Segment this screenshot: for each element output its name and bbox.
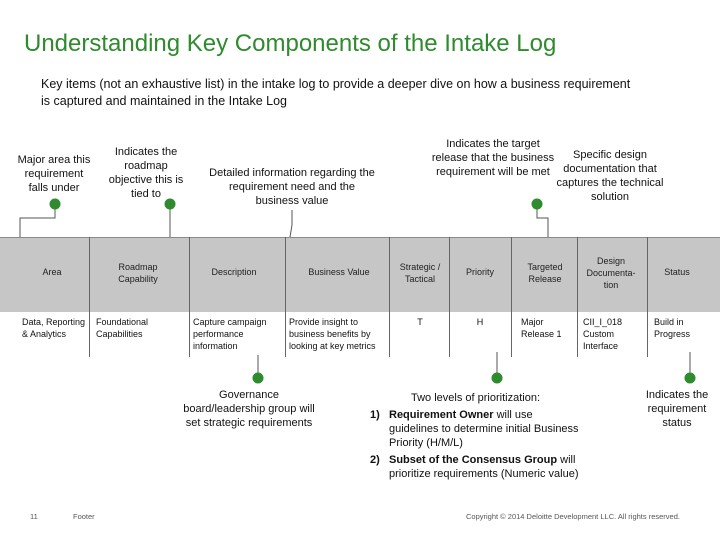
header-status: Status: [664, 267, 690, 277]
column-divider: [89, 237, 90, 357]
cell-strategic-tactical: T: [417, 317, 423, 327]
column-divider: [511, 237, 512, 357]
prioritization-item-2-bold: Subset of the Consensus Group: [389, 454, 558, 466]
copyright-notice: Copyright © 2014 Deloitte Development LLC. All rights reserved.: [466, 512, 680, 521]
header-strategic-tactical: Strategic / Tactical: [399, 262, 441, 284]
prioritization-item-2: [370, 453, 580, 481]
connector-area: [20, 205, 55, 237]
connector-dot-governance: [253, 373, 264, 384]
page-subtitle: Key items (not an exhaustive list) in the intake log to provide a deeper dive on how a business requirement is captured and maintained in the Intake Log: [41, 77, 631, 108]
cell-area: Data, Reporting & Analytics: [22, 317, 86, 339]
footer-label: Footer: [73, 512, 95, 521]
column-divider: [285, 237, 286, 357]
header-area: Area: [42, 267, 62, 277]
prioritization-item-2-rest: will prioritize requirements (Numeric value): [389, 454, 579, 480]
column-divider: [389, 237, 390, 357]
connector-dot-prioritization: [492, 373, 503, 384]
cell-design-documentation: CII_I_018 Custom Interface: [583, 317, 623, 351]
prioritization-item-1-rest: will use guidelines to determine initial Business Priority (H/M/L): [389, 409, 579, 449]
cell-business-value: Provide insight to business benefits by looking at key metrics: [289, 317, 376, 351]
annotation-target-release: Indicates the target release that the business requirement will be met: [431, 138, 555, 178]
prioritization-item-2-number: 2): [370, 454, 380, 466]
page-number: 11: [30, 512, 38, 521]
prioritization-item-2-text: [389, 453, 580, 481]
header-description: Description: [211, 267, 257, 277]
page-title: Understanding Key Components of the Intake Log: [24, 30, 557, 57]
cell-status: Build in Progress: [654, 317, 691, 339]
header-targeted-release: Targeted Release: [527, 262, 563, 284]
prioritization-block: [370, 391, 580, 481]
annotation-area: Major area this requirement falls under: [17, 154, 91, 194]
header-priority: Priority: [465, 267, 494, 277]
annotation-design: Specific design documentation that captures the technical solution: [556, 149, 664, 203]
prioritization-item-1: [370, 408, 580, 450]
header-roadmap-capability: Roadmap Capability: [118, 262, 158, 284]
header-business-value: Business Value: [308, 267, 370, 277]
annotation-status: Indicates the requirement status: [645, 389, 709, 429]
prioritization-item-1-number: 1): [370, 409, 380, 421]
prioritization-item-1-text: [389, 408, 580, 450]
column-divider: [647, 237, 648, 357]
prioritization-item-1-bold: Requirement Owner: [389, 409, 494, 421]
column-divider: [189, 237, 190, 357]
annotation-description: Detailed information regarding the requirement need and the business value: [209, 167, 375, 207]
header-design-documentation: Design Documenta-tion: [586, 256, 636, 290]
connector-dot-area: [50, 199, 61, 210]
connector-description: [290, 210, 292, 237]
annotation-governance: Governance board/leadership group will set strategic requirements: [183, 389, 315, 429]
prioritization-heading: Two levels of prioritization:: [411, 392, 540, 404]
cell-targeted-release: Major Release 1: [521, 317, 562, 339]
connector-dot-status: [685, 373, 696, 384]
cell-priority: H: [476, 317, 484, 327]
cell-description: Capture campaign performance information: [193, 317, 267, 351]
column-divider: [449, 237, 450, 357]
cell-roadmap-capability: Foundational Capabilities: [96, 317, 149, 339]
annotation-roadmap: Indicates the roadmap objective this is tied to: [108, 146, 184, 200]
column-divider: [577, 237, 578, 357]
connector-design: [537, 205, 548, 237]
connector-dot-design: [532, 199, 543, 210]
